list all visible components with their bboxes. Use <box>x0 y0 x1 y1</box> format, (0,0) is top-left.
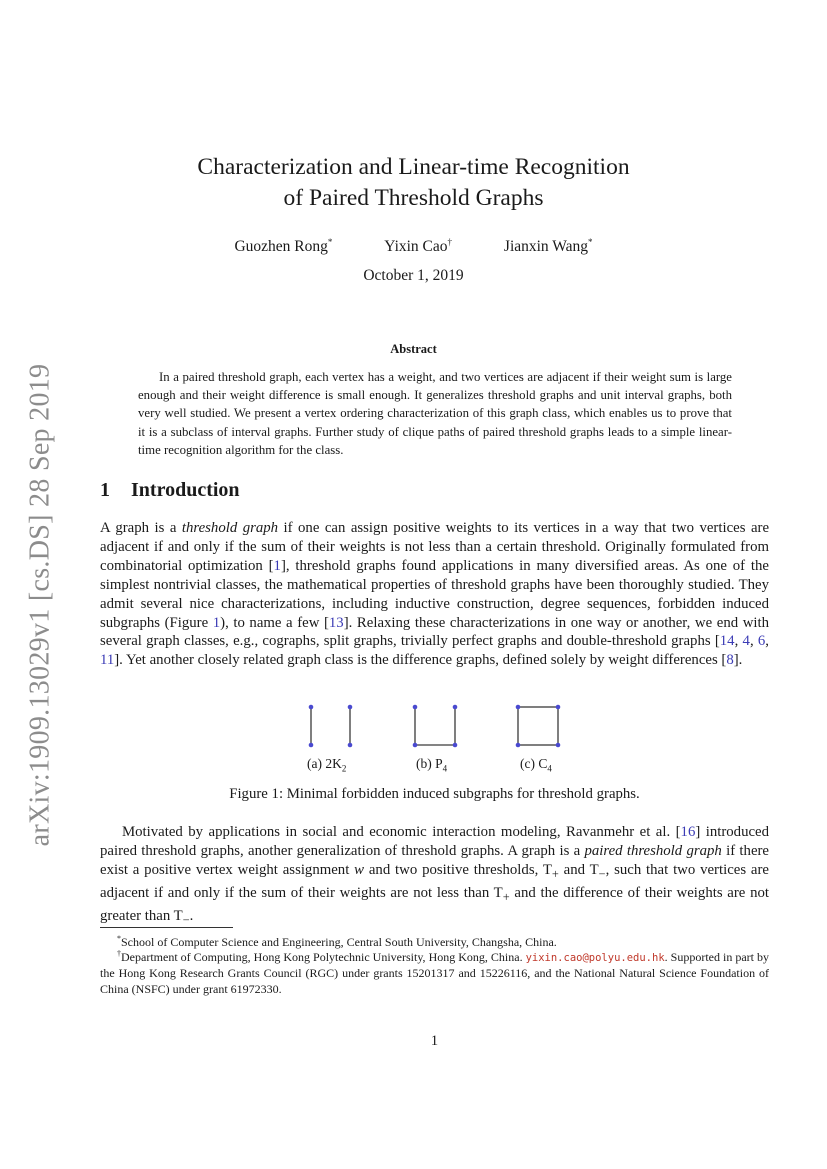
cycle-edges <box>518 707 558 745</box>
subfigure-label-b <box>416 756 447 774</box>
text-run: , <box>734 633 743 650</box>
subscript: − <box>182 912 190 927</box>
author-2-name: Yixin Cao <box>384 238 448 255</box>
citation-link[interactable]: 14 <box>719 633 735 650</box>
label-text: (c) C <box>520 756 548 771</box>
label-subscript: 4 <box>547 763 552 774</box>
figure-caption: Figure 1: Minimal forbidden induced subgraphs for threshold graphs. <box>229 786 640 802</box>
citation-link[interactable]: 13 <box>328 614 344 631</box>
page-number: 1 <box>430 1033 439 1049</box>
subfigure-label-a <box>307 756 346 774</box>
arxiv-identifier: arXiv:1909.13029v1 [cs.DS] 28 Sep 2019 <box>24 363 56 846</box>
text-run: ), to name a few [ <box>220 614 329 631</box>
emphasis-threshold-graph: threshold graph <box>181 520 279 536</box>
footnote-2 <box>100 946 769 997</box>
citation-link[interactable]: 1 <box>273 557 281 574</box>
vertex <box>453 743 458 748</box>
text-run: ], threshold graphs found applications in many diversified areas. As one of the simplest nontrivial classes, the mathematical properties of threshold graphs have been thoroughly studied. They admit several nice characterizations, including inductive construction, degree sequences, forbidden induced subgraphs (Figure <box>100 557 769 631</box>
text-run: ]. <box>733 652 743 669</box>
paper-title <box>0 152 827 214</box>
text-run: , <box>765 633 769 650</box>
graph-2k2 <box>309 705 353 748</box>
text-run: and the difference of their weights are not greater than T <box>100 884 769 924</box>
author-3 <box>504 232 593 257</box>
author-list <box>0 232 827 257</box>
citation-link[interactable]: 4 <box>742 633 750 650</box>
section-title: Introduction <box>131 479 240 501</box>
vertex <box>516 705 521 710</box>
vertex <box>348 743 353 748</box>
label-subscript: 2 <box>341 763 347 774</box>
title-line-1: Characterization and Linear-time Recognition <box>197 154 630 180</box>
text-run: if there exist a positive vertex weight assignment <box>100 842 770 878</box>
title-line-2: of Paired Threshold Graphs <box>283 185 544 211</box>
subfigure-label-c <box>520 756 552 774</box>
forbidden-subgraphs-figure <box>300 700 570 756</box>
text-run: , <box>749 633 758 650</box>
vertex <box>309 743 314 748</box>
author-1 <box>234 232 332 257</box>
author-2 <box>384 232 452 257</box>
emphasis-w: w <box>354 861 365 878</box>
intro-paragraph-1 <box>100 519 769 670</box>
citation-link[interactable]: 8 <box>726 652 734 669</box>
footnote-mark: † <box>117 949 122 958</box>
text-run: and T <box>558 861 599 878</box>
subscript: + <box>502 889 510 904</box>
subscript: − <box>598 866 606 881</box>
text-run: and two positive thresholds, T <box>364 861 552 878</box>
text-run: ] introduced paired threshold graphs, another generalization of threshold graphs. A graph is a <box>100 824 770 859</box>
paper-date: October 1, 2019 <box>363 267 464 284</box>
email-link[interactable]: yixin.cao@polyu.edu.hk <box>525 952 665 964</box>
abstract-heading: Abstract <box>390 342 437 356</box>
vertex <box>516 743 521 748</box>
emphasis-paired-threshold-graph: paired threshold graph <box>584 842 722 859</box>
author-3-mark: * <box>588 237 593 247</box>
section-heading <box>100 479 240 502</box>
path-edges <box>415 707 455 745</box>
graph-c4 <box>516 705 561 748</box>
abstract-body: In a paired threshold graph, each vertex has a weight, and two vertices are adjacent if their weight sum is large enough and their weight difference is small enough. It generalizes threshold graphs and unit interval graphs, both very well studied. We present a vertex ordering characterization of this graph class, which enables us to prove that it is a subclass of interval graphs. Further study of clique paths of paired threshold graphs leads to a simple linear-time recognition algorithm for the class. <box>138 370 732 457</box>
label-text: (b) P <box>416 756 443 771</box>
text-run: , such that two vertices are adjacent if and only if the sum of their weights are not less than T <box>100 861 769 901</box>
text-run: ]. Yet another closely related graph class is the difference graphs, defined solely by weight differences [ <box>114 652 727 669</box>
citation-link[interactable]: 6 <box>757 633 766 650</box>
text-run: . <box>189 907 194 924</box>
footnote-rule <box>100 927 233 928</box>
vertex <box>348 705 353 710</box>
citation-link[interactable]: 16 <box>680 824 696 840</box>
text-run: if one can assign positive weights to its vertices in a way that two vertices are adjacent if and only if the sum of their weights is not less than a certain threshold. Originally formulated from combinatorial optimization [ <box>100 520 770 574</box>
intro-paragraph-2 <box>100 823 769 929</box>
text-run: Motivated by applications in social and economic interaction modeling, Ravanmehr et al. [ <box>122 824 681 840</box>
vertex <box>453 705 458 710</box>
vertex <box>413 743 418 748</box>
graph-p4 <box>413 705 458 748</box>
text-run: A graph is a <box>100 520 182 536</box>
vertex <box>556 705 561 710</box>
figure-ref-link[interactable]: 1 <box>212 614 221 631</box>
author-3-name: Jianxin Wang <box>503 238 589 255</box>
footnote-text: Department of Computing, Hong Kong Polytechnic University, Hong Kong, China. <box>121 950 526 964</box>
vertex <box>556 743 561 748</box>
citation-link[interactable]: 11 <box>100 652 115 669</box>
section-number: 1 <box>100 479 110 501</box>
author-1-name: Guozhen Rong <box>234 238 328 255</box>
vertex <box>309 705 314 710</box>
arxiv-side-stamp <box>18 362 62 847</box>
vertex <box>413 705 418 710</box>
author-1-mark: * <box>327 237 333 247</box>
author-2-mark: † <box>447 237 453 247</box>
text-run: ]. Relaxing these characterizations in one way or another, we end with several graph classes, e.g., cographs, split graphs, trivially perfect graphs and double-threshold graphs [ <box>100 614 770 650</box>
label-subscript: 4 <box>442 763 448 774</box>
footnote-text: . Supported in part by the Hong Kong Research Grants Council (RGC) under grants 15201317 and 15226116, and the National Natural Science Foundation of China (NSFC) under grant 61972330. <box>100 950 769 996</box>
footnote-text: School of Computer Science and Engineering, Central South University, Changsha, China. <box>121 935 557 949</box>
label-text: (a) 2K <box>307 756 342 771</box>
subscript: + <box>551 866 559 881</box>
footnote-mark: * <box>117 934 121 943</box>
